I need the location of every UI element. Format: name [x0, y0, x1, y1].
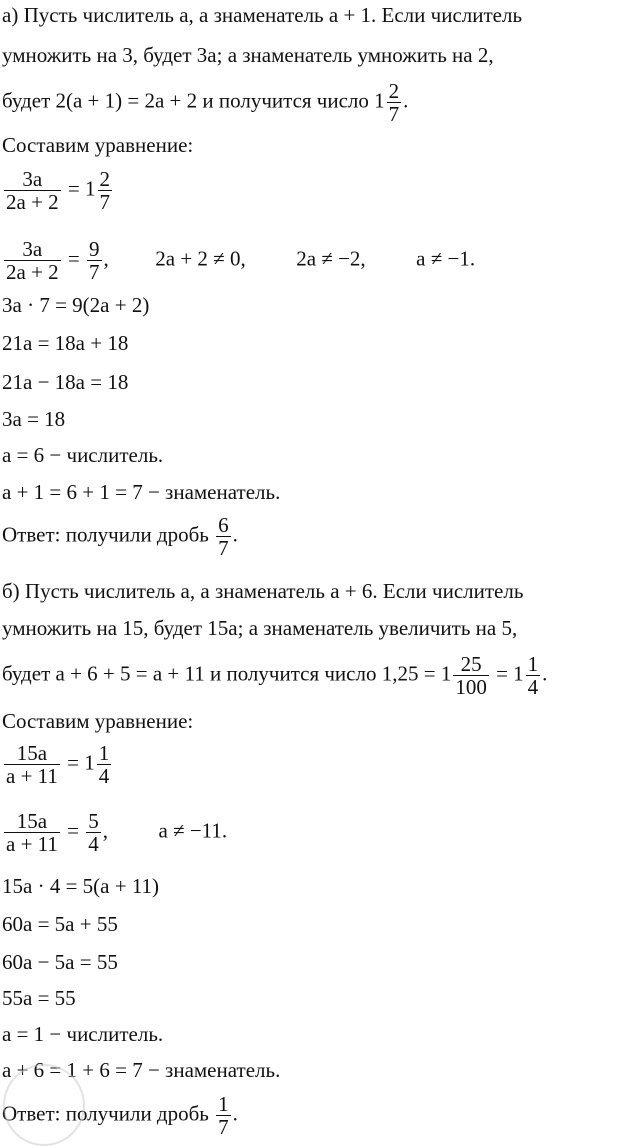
part-a-step-3: 21a − 18a = 18 [2, 370, 129, 394]
comma: , [102, 818, 108, 843]
part-b-step-2: 60a = 5a + 55 [2, 912, 118, 936]
part-b-line-3-text: будет a + 6 + 5 = a + 11 и получится число 1,25 = 1 [2, 661, 452, 686]
period: . [232, 1101, 238, 1126]
condition-2: 2a ≠ −2, [296, 246, 366, 271]
condition-1: a ≠ −11. [158, 818, 228, 843]
fraction-denominator: 7 [218, 536, 229, 560]
fraction-denominator: 2a + 2 [6, 260, 59, 284]
fraction [4, 238, 61, 283]
fraction [98, 168, 113, 213]
equals-sign: = [67, 246, 80, 271]
fraction-numerator: 3a [4, 238, 61, 261]
fraction [4, 742, 60, 787]
watermark-icon [0, 1055, 100, 1148]
fraction-numerator: 25 [453, 653, 489, 676]
part-a-step-4: 3a = 18 [2, 407, 66, 431]
part-a-equation-2 [2, 238, 475, 283]
fraction [86, 810, 101, 855]
fraction-denominator: 4 [98, 764, 110, 788]
part-b-step-5: a = 1 − числитель. [2, 1022, 164, 1046]
part-b-step-1: 15a · 4 = 5(a + 11) [2, 874, 160, 898]
part-b-line-1: б) Пусть числитель a, а знаменатель a + 6. Если числитель [2, 579, 524, 603]
fraction-numerator: 1 [218, 1092, 229, 1116]
part-b-equation-2 [2, 810, 227, 855]
part-a-line-2: умножить на 3, будет 3a; а знаменатель умножить на 2, [2, 43, 494, 67]
part-a-line-3-text: будет 2(a + 1) = 2a + 2 и получится число 1 [2, 88, 385, 113]
fraction-denominator: 100 [455, 675, 487, 699]
fraction [216, 1093, 231, 1138]
fraction-numerator: 5 [88, 809, 99, 833]
part-a-equation-1 [2, 168, 114, 213]
fraction-denominator: a + 11 [6, 832, 58, 856]
fraction-numerator: 1 [98, 741, 110, 765]
part-a-step-2: 21a = 18a + 18 [2, 331, 129, 355]
part-a-step-6: a + 1 = 6 + 1 = 7 − знаменатель. [2, 480, 281, 504]
fraction-numerator: 3a [4, 168, 61, 191]
part-a-step-1: 3a · 7 = 9(2a + 2) [2, 293, 150, 317]
equation-rhs: = 1 [67, 750, 95, 775]
part-b-line-2: умножить на 15, будет 15a; а знаменатель увеличить на 5, [2, 616, 518, 640]
part-b-equation-heading: Составим уравнение: [2, 709, 194, 733]
fraction [453, 653, 489, 698]
fraction-denominator: 4 [88, 832, 99, 856]
part-b-equation-1 [2, 742, 113, 787]
period: . [232, 522, 238, 547]
part-b-line-3 [2, 653, 547, 698]
fraction-numerator: 6 [218, 513, 229, 537]
fraction-denominator: 2a + 2 [6, 190, 59, 214]
condition-1: 2a + 2 ≠ 0, [155, 246, 246, 271]
part-a-step-5: a = 6 − числитель. [2, 443, 164, 467]
fraction-denominator: 7 [99, 190, 111, 214]
part-a-line-1: а) Пусть числитель a, а знаменатель a + 1. Если числитель [2, 3, 523, 27]
part-a-line-3 [2, 80, 408, 125]
equation-rhs: = 1 [67, 176, 96, 201]
fraction-denominator: a + 11 [6, 764, 58, 788]
part-a-answer [2, 514, 238, 559]
part-b-step-6: a + 6 = 1 + 6 = 7 − знаменатель. [2, 1058, 281, 1082]
fraction-numerator: 15a [4, 810, 60, 833]
condition-3: a ≠ −1. [416, 246, 476, 271]
answer-text: Ответ: получили дробь [2, 522, 209, 547]
comma: , [103, 246, 109, 271]
fraction-numerator: 2 [99, 167, 111, 191]
part-b-step-4: 55a = 55 [2, 986, 76, 1010]
fraction-denominator: 4 [527, 675, 539, 699]
fraction [4, 810, 60, 855]
fraction-numerator: 1 [527, 652, 539, 676]
fraction-numerator: 9 [89, 237, 100, 261]
fraction [97, 742, 112, 787]
fraction [216, 514, 231, 559]
fraction-denominator: 7 [218, 1115, 229, 1139]
period: . [542, 661, 548, 686]
part-b-step-3: 60a − 5a = 55 [2, 950, 118, 974]
fraction-numerator: 2 [388, 79, 400, 103]
equals-sign: = [67, 818, 79, 843]
answer-text: Ответ: получили дробь [2, 1101, 209, 1126]
fraction-denominator: 7 [89, 260, 100, 284]
equation-mid: = 1 [496, 661, 524, 686]
fraction [526, 653, 541, 698]
fraction [387, 80, 402, 125]
part-a-equation-heading: Составим уравнение: [2, 133, 194, 157]
fraction-denominator: 7 [388, 102, 400, 126]
fraction-numerator: 15a [4, 742, 60, 765]
period: . [403, 88, 409, 113]
fraction [4, 168, 61, 213]
fraction [87, 238, 102, 283]
